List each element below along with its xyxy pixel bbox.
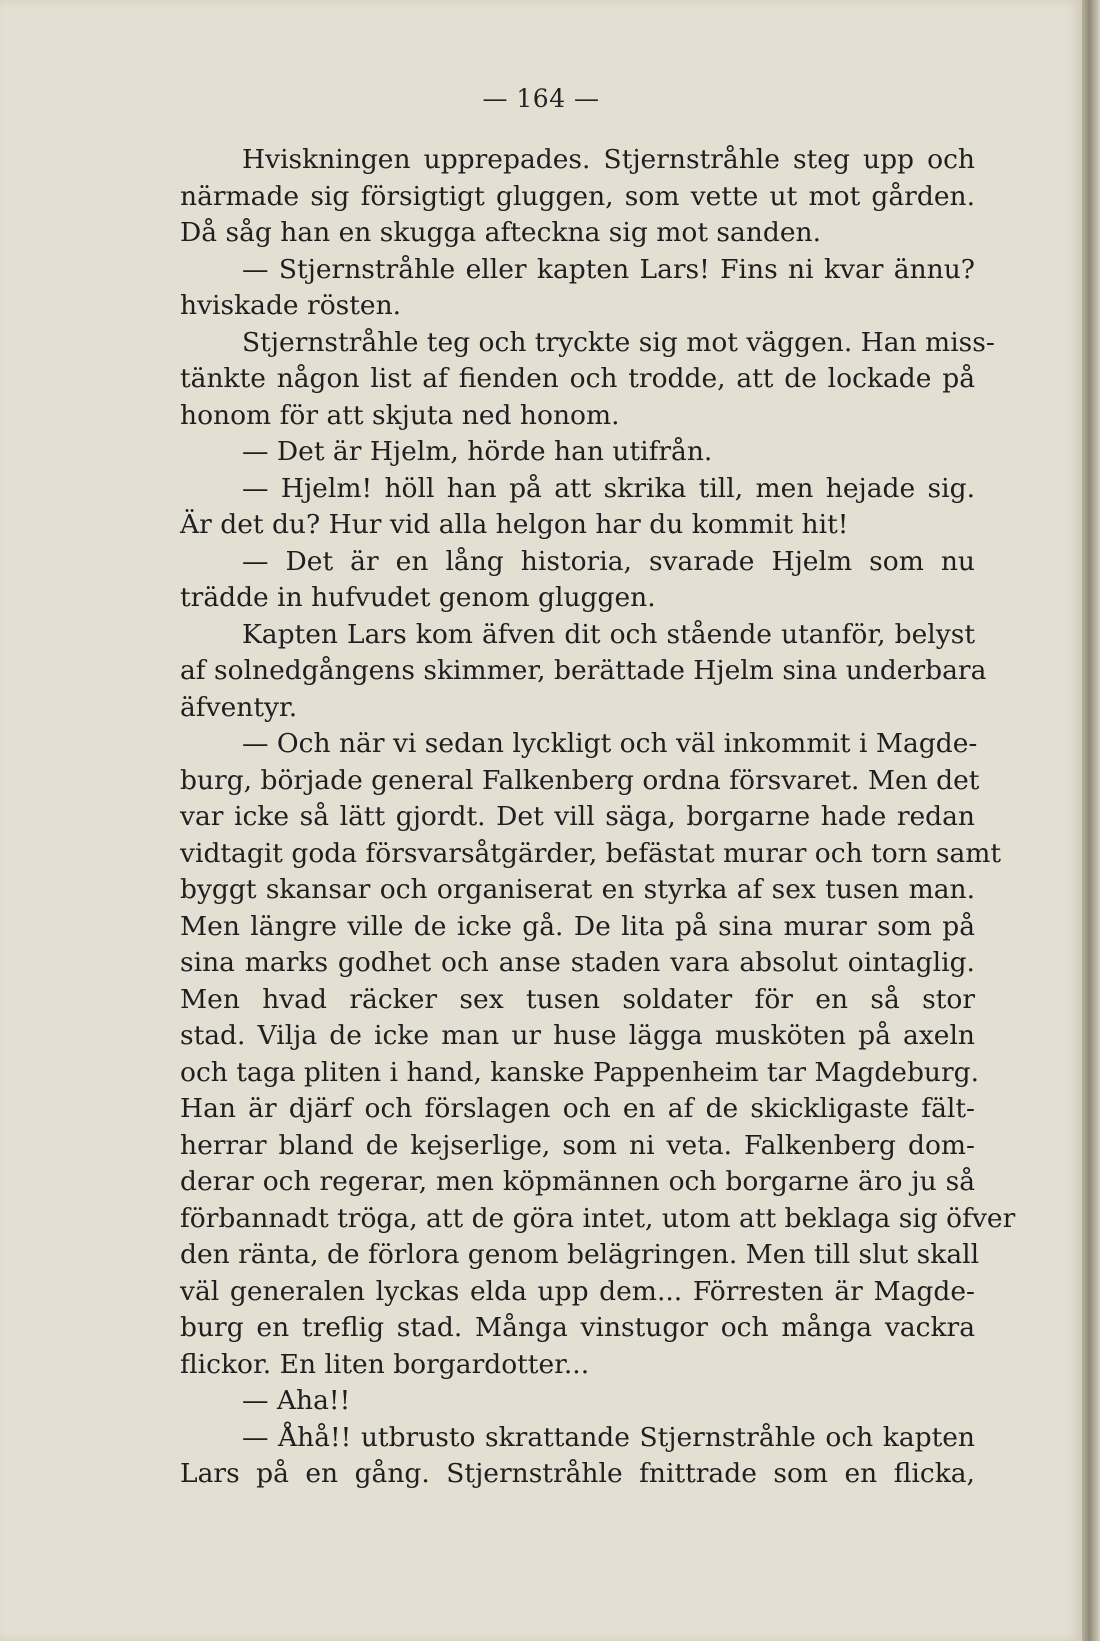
text-line: — Hjelm! höll han på att skrika till, men hejade sig. [242, 472, 975, 504]
text-line: — Det är en lång historia, svarade Hjelm som nu [242, 545, 975, 577]
text-line: derar och regerar, men köpmännen och borgarne äro ju så [180, 1166, 975, 1197]
text-line: vidtagit goda försvarsåtgärder, befästat murar och torn samt [180, 837, 1002, 869]
text-line: flickor. En liten borgardotter... [180, 1348, 590, 1380]
text-line: Stjernstråhle teg och tryckte sig mot väggen. Han miss- [242, 326, 995, 358]
text-line: äfventyr. [180, 691, 298, 723]
text-line: var icke så lätt gjordt. Det vill säga, borgarne hade redan [180, 801, 975, 832]
text-line: Kapten Lars kom äfven dit och stående utanför, belyst [242, 618, 975, 650]
text-line: väl generalen lyckas elda upp dem... Förresten är Magde- [180, 1275, 975, 1307]
text-line: och taga pliten i hand, kanske Pappenheim tar Magdeburg. [180, 1056, 980, 1088]
text-line: tänkte någon list af fienden och trodde, att de lockade på [180, 363, 975, 394]
page-number: — 164 — [482, 84, 600, 113]
text-line: burg en treflig stad. Många vinstugor och många vackra [180, 1312, 975, 1343]
text-line: burg, började general Falkenberg ordna försvaret. Men det [180, 764, 980, 796]
text-line: förbannadt tröga, att de göra intet, utom att beklaga sig öfver [180, 1202, 1016, 1234]
text-line: — Det är Hjelm, hörde han utifrån. [242, 436, 713, 467]
text-line: af solnedgångens skimmer, berättade Hjelm sina underbara [180, 655, 987, 686]
text-line: trädde in hufvudet genom gluggen. [180, 582, 656, 613]
text-line: — Stjernstråhle eller kapten Lars! Fins ni kvar ännu? [242, 253, 975, 285]
text-line: — Åhå!! utbrusto skrattande Stjernstråhle och kapten [242, 1421, 975, 1453]
text-line: honom för att skjuta ned honom. [180, 399, 620, 431]
body-text [180, 142, 1016, 1493]
text-line: stad. Vilja de icke man ur huse lägga musköten på axeln [180, 1020, 975, 1051]
text-line: hviskade rösten. [180, 290, 402, 321]
text-line: den ränta, de förlora genom belägringen. Men till slut skall [180, 1239, 980, 1270]
text-line: Han är djärf och förslagen och en af de skickligaste fält- [180, 1093, 975, 1124]
text-line: sina marks godhet och anse staden vara absolut ointaglig. [180, 947, 975, 978]
text-line: närmade sig försigtigt gluggen, som vette ut mot gården. [180, 180, 975, 212]
text-line: Hviskningen upprepades. Stjernstråhle steg upp och [242, 144, 975, 175]
text-line: Är det du? Hur vid alla helgon har du kommit hit! [180, 509, 849, 540]
text-line: byggt skansar och organiserat en styrka af sex tusen man. [180, 874, 975, 905]
text-line: Då såg han en skugga afteckna sig mot sanden. [180, 217, 822, 248]
text-line: — Och när vi sedan lyckligt och väl inkommit i Magde- [242, 728, 978, 759]
page-edge [1082, 0, 1100, 1641]
text-line: Lars på en gång. Stjernstråhle fnittrade som en flicka, [180, 1458, 975, 1489]
text-line: Men längre ville de icke gå. De lita på sina murar som på [180, 910, 975, 942]
text-line: — Aha!! [242, 1385, 351, 1416]
text-line: Men hvad räcker sex tusen soldater för en så stor [180, 983, 975, 1015]
text-line: herrar bland de kejserlige, som ni veta. Falkenberg dom- [180, 1129, 975, 1161]
